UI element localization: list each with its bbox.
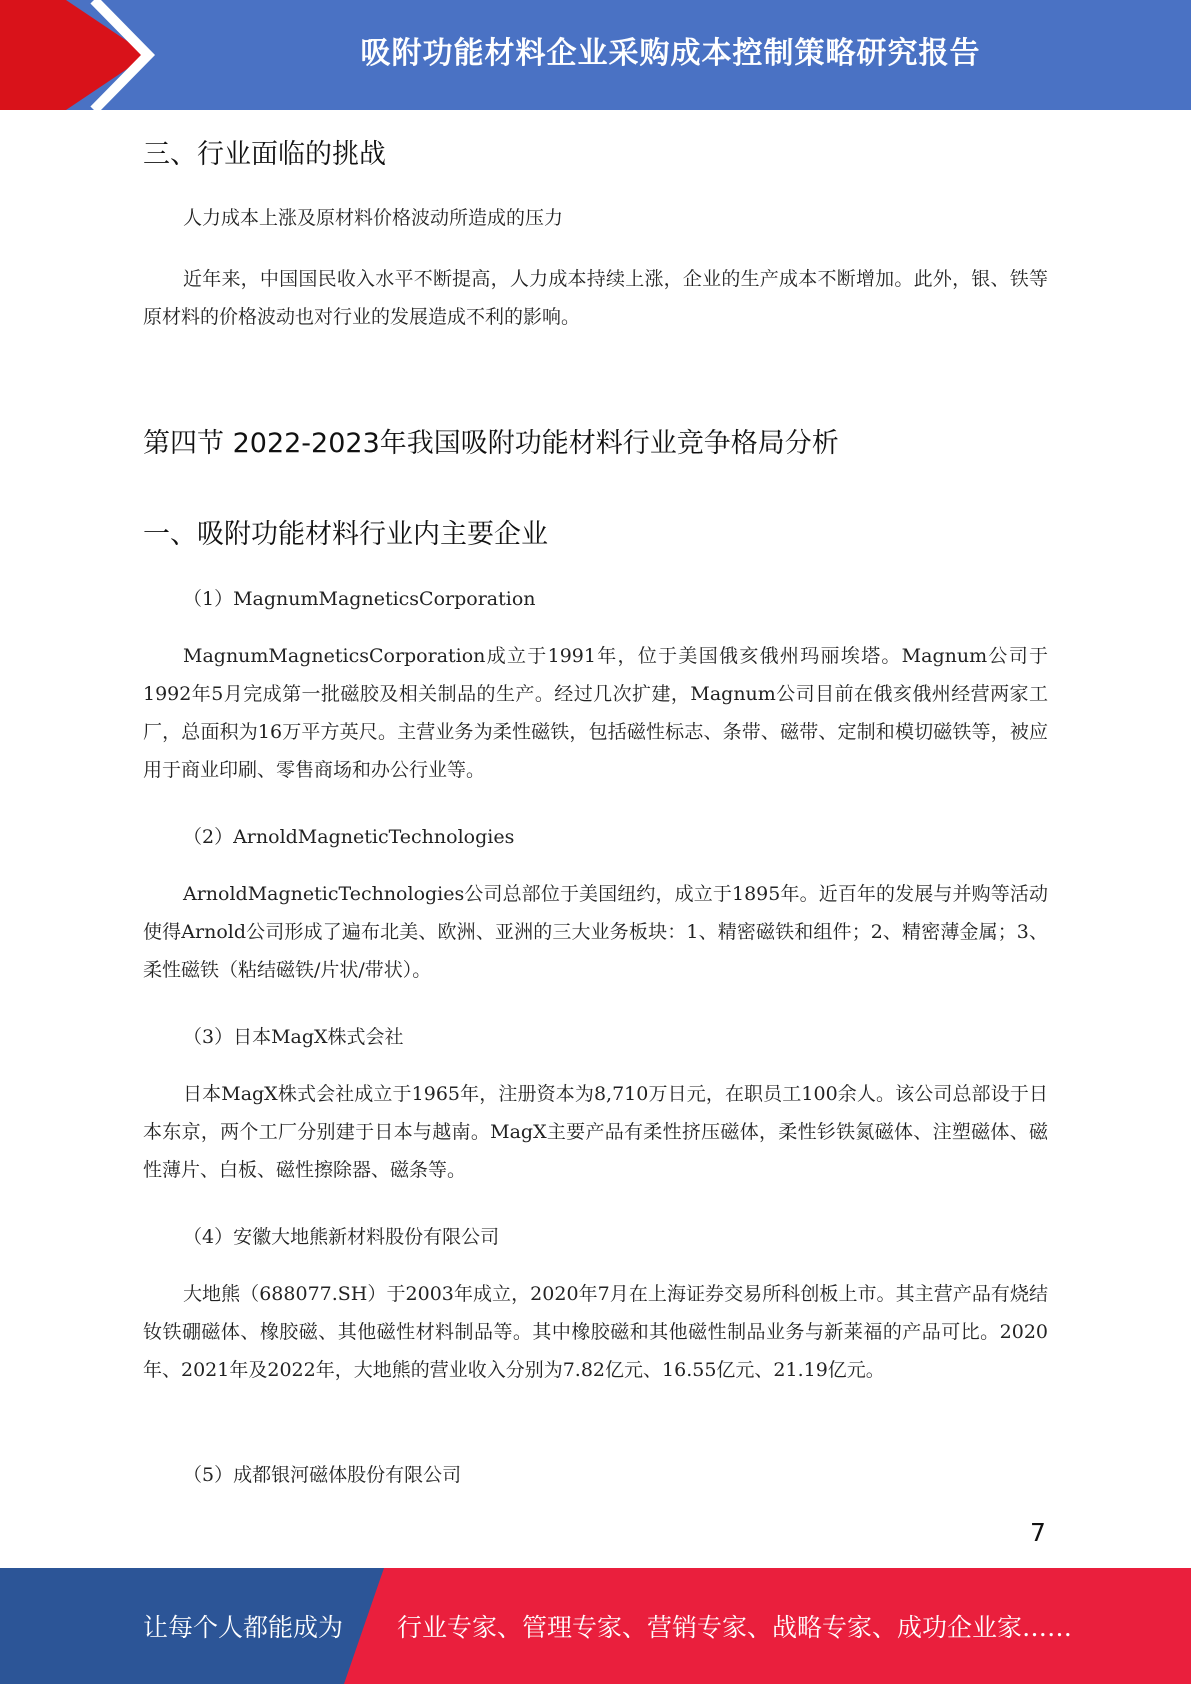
company-title: （1）MagnumMagneticsCorporation [183, 588, 536, 610]
company-title: （4）安徽大地熊新材料股份有限公司 [183, 1226, 500, 1248]
company-description: 日本MagX株式会社成立于1965年，注册资本为8,710万日元，在职员工100余人。该公司总部设于日本东京，两个工厂分别建于日本与越南。MagX主要产品有柔性挤压磁体，柔性钐铁氮磁体、注塑磁体、磁性薄片、白板、磁性擦除器、磁条等。 [143, 1083, 1048, 1181]
company-title: （3）日本MagX株式会社 [183, 1026, 404, 1048]
challenge-subtitle: 人力成本上涨及原材料价格波动所造成的压力 [183, 207, 564, 229]
company-title: （2）ArnoldMagneticTechnologies [183, 826, 515, 848]
challenge-paragraph: 近年来，中国国民收入水平不断提高，人力成本持续上涨，企业的生产成本不断增加。此外，银、铁等原材料的价格波动也对行业的发展造成不利的影响。 [143, 268, 1048, 328]
company-description: MagnumMagneticsCorporation成立于1991年，位于美国俄亥俄州玛丽埃塔。Magnum公司于1992年5月完成第一批磁胶及相关制品的生产。经过几次扩建，Magnum公司目前在俄亥俄州经营两家工厂，总面积为16万平方英尺。主营业务为柔性磁铁，包括磁性标志、条带、磁带、定制和模切磁铁等，被应用于商业印刷、零售商场和办公行业等。 [143, 645, 1048, 781]
company-title: （5）成都银河磁体股份有限公司 [183, 1464, 462, 1486]
page-header [0, 0, 1191, 110]
footer-slogan-right: 行业专家、管理专家、营销专家、战略专家、成功企业家…… [397, 1613, 1073, 1642]
page-footer [0, 1568, 1191, 1684]
report-title: 吸附功能材料企业采购成本控制策略研究报告 [360, 36, 981, 71]
footer-slogan-left: 让每个人都能成为 [143, 1613, 344, 1642]
chapter-heading: 第四节 2022-2023年我国吸附功能材料行业竞争格局分析 [143, 428, 839, 459]
company-description: 大地熊（688077.SH）于2003年成立，2020年7月在上海证券交易所科创板上市。其主营产品有烧结钕铁硼磁体、橡胶磁、其他磁性材料制品等。其中橡胶磁和其他磁性制品业务与新莱福的产品可比。2020年、2021年及2022年，大地熊的营业收入分别为7.82亿元、16.55亿元、21.19亿元。 [143, 1283, 1048, 1381]
page-number: 7 [1030, 1518, 1046, 1547]
company-description: ArnoldMagneticTechnologies公司总部位于美国纽约，成立于1895年。近百年的发展与并购等活动使得Arnold公司形成了遍布北美、欧洲、亚洲的三大业务板块：1、精密磁铁和组件；2、精密薄金属；3、柔性磁铁（粘结磁铁/片状/带状）。 [143, 883, 1048, 981]
section-heading-companies: 一、吸附功能材料行业内主要企业 [143, 519, 548, 550]
section-heading-challenges: 三、行业面临的挑战 [143, 139, 386, 170]
